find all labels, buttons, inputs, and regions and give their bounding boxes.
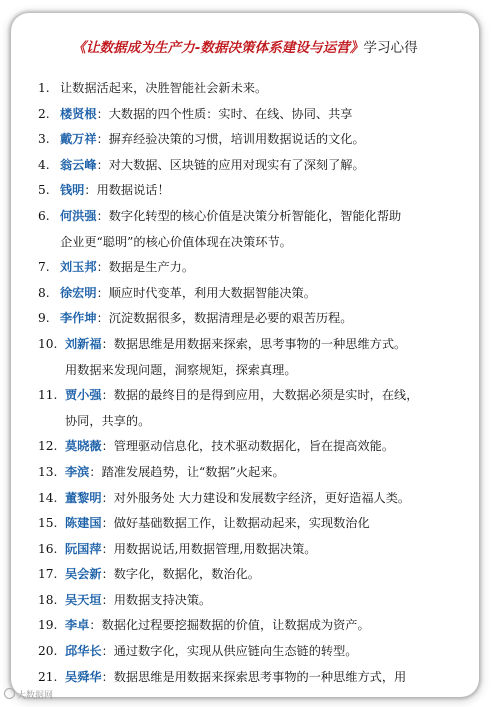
author-name: 吴舜华 <box>65 669 102 684</box>
item-number: 16. <box>38 541 58 556</box>
author-name: 楼贤根 <box>60 106 97 121</box>
list-item <box>38 613 465 639</box>
item-number: 7. <box>38 260 50 275</box>
list-item <box>38 127 465 153</box>
author-name: 董黎明 <box>65 490 102 505</box>
item-text: 对外服务处 大力建设和发展数字经济，更好造福人类。 <box>113 490 411 505</box>
item-number: 12. <box>38 439 58 454</box>
list-item <box>38 255 465 281</box>
item-number: 18. <box>38 592 58 607</box>
name-separator: ： <box>101 567 114 582</box>
author-name: 何洪强 <box>60 208 97 223</box>
list-item <box>38 639 465 665</box>
item-text: 用数据说话！ <box>96 183 170 198</box>
list-item <box>38 76 465 102</box>
item-text: 摒弃经验决策的习惯，培训用数据说话的文化。 <box>108 132 365 147</box>
item-number: 4. <box>38 157 50 172</box>
item-text: 用数据支持决策。 <box>113 592 212 607</box>
item-number: 3. <box>38 132 50 147</box>
list-item <box>38 434 465 460</box>
name-separator: ： <box>101 490 114 505</box>
document-card <box>11 13 479 697</box>
list-item <box>38 332 465 358</box>
item-number: 20. <box>38 644 58 659</box>
item-text: 用数据说话,用数据管理,用数据决策。 <box>113 541 317 556</box>
name-separator: ： <box>96 311 109 326</box>
list-item <box>38 537 465 563</box>
name-separator: ： <box>101 644 114 659</box>
item-text: 数据思维是用数据来探索思考事物的一种思维方式，用 <box>113 669 407 684</box>
name-separator: ： <box>101 592 114 607</box>
author-name: 翁云峰 <box>60 157 97 172</box>
author-name: 吴天垣 <box>65 592 102 607</box>
item-number: 6. <box>38 208 50 223</box>
watermark-logo-icon <box>4 688 15 699</box>
list-item <box>38 460 465 486</box>
list-item <box>38 511 465 537</box>
name-separator: ： <box>96 285 109 300</box>
list-item <box>38 486 465 512</box>
name-separator: ： <box>101 516 114 531</box>
list-item-continuation: 用数据来发现问题，洞察规矩，探索真理。 <box>65 362 297 377</box>
author-name: 钱明 <box>60 183 85 198</box>
name-separator: ： <box>96 260 109 275</box>
name-separator: ： <box>101 388 114 403</box>
author-name: 贾小强 <box>65 388 102 403</box>
item-text: 数据是生产力。 <box>108 260 195 275</box>
item-text: 对大数据、区块链的应用对现实有了深刻了解。 <box>108 157 365 172</box>
title-book-name: 《让数据成为生产力-数据决策体系建设与运营》 <box>72 40 364 56</box>
name-separator: ： <box>96 132 109 147</box>
item-text: 管理驱动信息化，技术驱动数据化，旨在提高效能。 <box>113 439 395 454</box>
item-number: 15. <box>38 516 58 531</box>
author-name: 阮国萍 <box>65 541 102 556</box>
author-name: 李滨 <box>65 464 90 479</box>
item-number: 13. <box>38 464 58 479</box>
item-text: 让数据活起来，决胜智能社会新未来。 <box>60 81 268 95</box>
item-number: 17. <box>38 567 58 582</box>
item-text: 数据的最终目的是得到应用，大数据必须是实时，在线， <box>113 388 419 403</box>
item-number: 19. <box>38 618 58 633</box>
document-title <box>11 39 479 57</box>
list-item <box>38 665 465 691</box>
author-name: 李卓 <box>65 618 90 633</box>
name-separator: ： <box>96 106 109 121</box>
item-number: 14. <box>38 490 58 505</box>
name-separator: ： <box>96 208 109 223</box>
title-suffix: 学习心得 <box>363 40 418 56</box>
item-number: 5. <box>38 183 50 198</box>
item-text: 做好基础数据工作，让数据动起来，实现数治化 <box>113 516 370 531</box>
item-number: 10. <box>38 336 58 351</box>
author-name: 刘玉邦 <box>60 260 97 275</box>
item-number: 8. <box>38 285 50 300</box>
list-item <box>38 153 465 179</box>
watermark <box>4 688 53 701</box>
author-name: 陈建国 <box>65 516 102 531</box>
item-number: 11. <box>38 388 58 403</box>
name-separator: ： <box>101 541 114 556</box>
list-item <box>38 102 465 128</box>
list-item <box>38 204 465 230</box>
list-item <box>38 562 465 588</box>
item-number: 2. <box>38 106 50 121</box>
notes-list <box>38 76 465 690</box>
author-name: 吴会新 <box>65 567 102 582</box>
list-item-continuation: 协同，共享的。 <box>65 413 151 428</box>
name-separator: ： <box>101 439 114 454</box>
name-separator: ： <box>101 336 114 351</box>
name-separator: ： <box>89 464 102 479</box>
name-separator: ： <box>96 157 109 172</box>
item-text: 数字化转型的核心价值是决策分析智能化，智能化帮助 <box>108 208 402 223</box>
author-name: 莫晓薇 <box>65 439 102 454</box>
name-separator: ： <box>89 618 102 633</box>
author-name: 徐宏明 <box>60 285 97 300</box>
item-text: 通过数字化，实现从供应链向生态链的转型。 <box>113 644 358 659</box>
item-text: 数据化过程要挖掘数据的价值，让数据成为资产。 <box>101 618 370 633</box>
name-separator: ： <box>84 183 97 198</box>
list-item <box>38 281 465 307</box>
item-number: 21. <box>38 669 58 684</box>
item-number: 1. <box>38 81 50 95</box>
author-name: 李作坤 <box>60 311 97 326</box>
item-text: 踏准发展趋势，让“数据”火起来。 <box>101 464 285 479</box>
item-text: 顺应时代变革，利用大数据智能决策。 <box>108 285 316 300</box>
list-item <box>38 588 465 614</box>
author-name: 邱华长 <box>65 644 102 659</box>
list-item <box>38 178 465 204</box>
item-text: 数据思维是用数据来探索，思考事物的一种思维方式。 <box>113 336 407 351</box>
item-text: 沉淀数据很多，数据清理是必要的艰苦历程。 <box>108 311 353 326</box>
watermark-text: 大数据网 <box>17 691 54 701</box>
list-item <box>38 306 465 332</box>
list-item <box>38 383 465 409</box>
name-separator: ： <box>101 669 114 684</box>
author-name: 刘新福 <box>65 336 102 351</box>
item-text: 大数据的四个性质：实时、在线、协同、共享 <box>108 106 353 121</box>
list-item-continuation: 企业更“聪明”的核心价值体现在决策环节。 <box>60 234 292 249</box>
author-name: 戴万祥 <box>60 132 97 147</box>
item-number: 9. <box>38 311 50 326</box>
item-text: 数字化，数据化，数治化。 <box>113 567 260 582</box>
